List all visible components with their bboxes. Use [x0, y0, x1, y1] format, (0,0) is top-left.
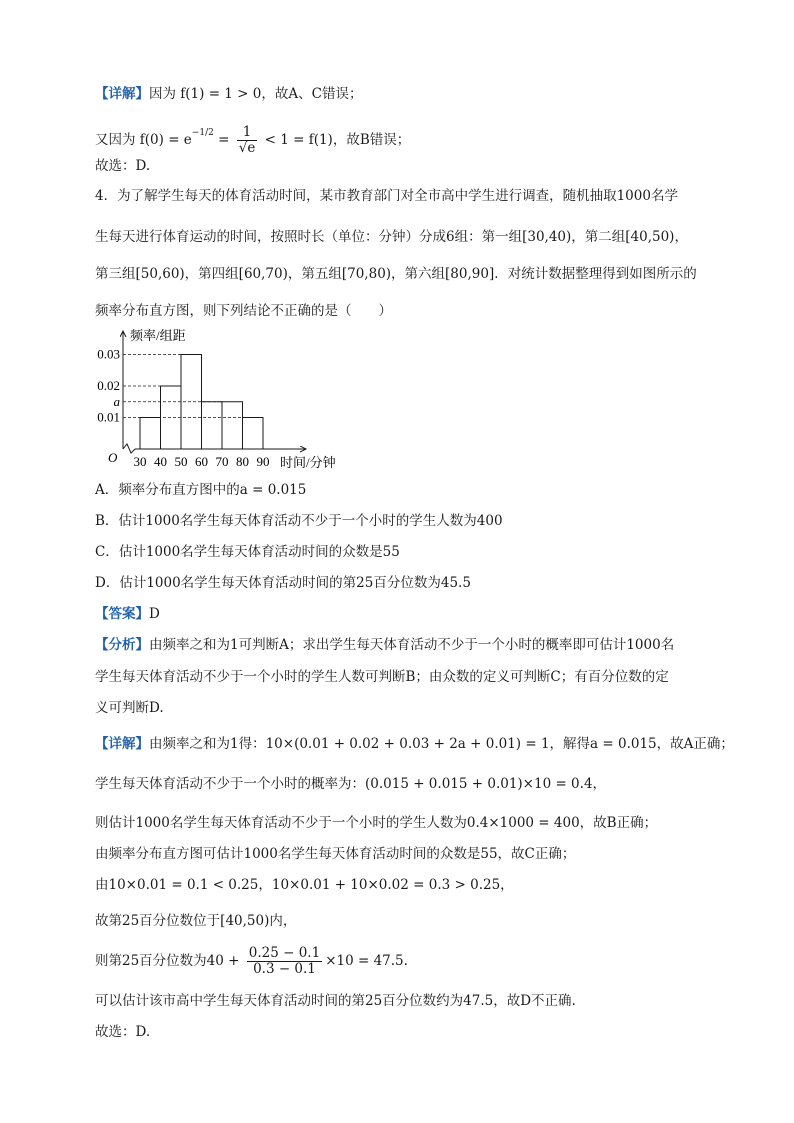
prev-choice: 故选：D.	[95, 158, 151, 174]
answer-value: D	[149, 606, 160, 622]
y-tick-label: a	[113, 393, 120, 409]
question-4-stem-2: 生每天进行体育运动的时间，按照时长（单位：分钟）分成6组：第一组[30,40)，第二组[40,50)，	[95, 229, 688, 245]
y-tick-labels	[97, 347, 120, 425]
question-4-stem-1: 4．为了解学生每天的体育活动时间，某市教育部门对全市高中学生进行调查，随机抽取1000名学	[95, 188, 678, 204]
x-tick-label: 50	[174, 454, 188, 469]
y-tick-label: 0.03	[97, 346, 120, 362]
prev-detail-text-2b: =	[213, 132, 234, 148]
y-tick-label: 0.01	[97, 409, 120, 425]
x-tick-label: 80	[236, 454, 249, 469]
detail-line-1	[95, 735, 734, 753]
x-tick-label: 30	[133, 454, 147, 469]
detail-line-8: 可以估计该市高中学生每天体育活动时间的第25百分位数约为47.5，故D不正确.	[95, 993, 576, 1009]
percentile-fraction	[247, 946, 322, 977]
x-axis-label: 时间/分钟	[280, 455, 336, 470]
detail-line-3: 则估计1000名学生每天体育活动不少于一个小时的学生人数为0.4×1000 = 400，故B正确；	[95, 815, 658, 831]
detail-line-7	[95, 943, 408, 979]
prev-detail-fraction	[237, 125, 258, 156]
fraction-denominator: √e	[238, 140, 256, 156]
question-4-stem-4: 频率分布直方图，则下列结论不正确的是（ ）	[95, 303, 392, 319]
x-tick-label: 70	[215, 454, 229, 469]
prev-detail-exponent: −1/2	[191, 128, 214, 138]
analysis-text-1: 由频率之和为1可判断A；求出学生每天体育活动不少于一个小时的概率即可估计1000名	[149, 637, 675, 653]
percentile-denominator: 0.3 − 0.1	[253, 961, 316, 977]
percentile-numerator: 0.25 − 0.1	[248, 945, 321, 961]
x-tick-label: 40	[154, 454, 167, 469]
detail-choice: 故选：D.	[95, 1024, 151, 1040]
x-tick-label: 60	[195, 454, 208, 469]
frequency-histogram	[88, 327, 358, 475]
detail-text-7b: ×10 = 47.5.	[325, 953, 408, 969]
option-a: A．频率分布直方图中的a = 0.015	[95, 482, 307, 498]
prev-detail-text-2a: 又因为 f(0) = e	[95, 132, 192, 148]
option-d: D．估计1000名学生每天体育活动时间的第25百分位数为45.5	[95, 575, 471, 591]
analysis-tag: 【分析】	[95, 637, 149, 653]
analysis-line-2: 学生每天体育活动不少于一个小时的学生人数可判断B；由众数的定义可判断C；有百分位数的定	[95, 669, 669, 685]
prev-detail-text-1: 因为 f(1) = 1 > 0，故A、C错误；	[149, 86, 363, 102]
answer-tag: 【答案】	[95, 606, 149, 622]
axis-break	[123, 444, 135, 453]
histogram-bar	[243, 418, 264, 450]
analysis-line-3: 义可判断D.	[95, 700, 164, 716]
dashed-guides	[123, 355, 243, 418]
detail-tag-2: 【详解】	[95, 736, 149, 752]
y-axis-label: 频率/组距	[130, 328, 186, 343]
prev-detail-line-1	[95, 85, 362, 103]
detail-line-2: 学生每天体育活动不少于一个小时的概率为：(0.015 + 0.015 + 0.01)×10 = 0.4，	[95, 776, 607, 792]
x-tick-label: 90	[256, 454, 270, 469]
prev-detail-text-2c: < 1 = f(1)，故B错误；	[260, 132, 411, 148]
option-c: C．估计1000名学生每天体育活动时间的众数是55	[95, 544, 400, 560]
histogram-bar	[140, 418, 161, 450]
analysis-line-1	[95, 636, 674, 654]
detail-line-4: 由频率分布直方图可估计1000名学生每天体育活动时间的众数是55，故C正确；	[95, 846, 576, 862]
detail-line-5: 由10×0.01 = 0.1 < 0.25，10×0.01 + 10×0.02 = 0.3 > 0.25，	[95, 877, 514, 893]
detail-text-1: 由频率之和为1得：10×(0.01 + 0.02 + 0.03 + 2a + 0.01) = 1，解得a = 0.015，故A正确；	[149, 736, 734, 752]
histogram-bar	[222, 402, 243, 449]
answer-line	[95, 605, 160, 623]
detail-tag: 【详解】	[95, 86, 149, 102]
detail-text-7a: 则第25百分位数为40 +	[95, 953, 244, 969]
x-tick-labels	[134, 454, 270, 469]
detail-line-6: 故第25百分位数位于[40,50)内，	[95, 913, 297, 929]
option-b: B．估计1000名学生每天体育活动不少于一个小时的学生人数为400	[95, 513, 503, 529]
fraction-numerator: 1	[237, 125, 258, 141]
question-4-stem-3: 第三组[50,60)，第四组[60,70)，第五组[70,80)，第六组[80,90]．对统计数据整理得到如图所示的	[95, 266, 697, 282]
prev-detail-line-2	[95, 117, 411, 156]
histogram-bar	[202, 402, 223, 449]
y-tick-label: 0.02	[97, 378, 120, 393]
origin-label: O	[108, 450, 118, 465]
